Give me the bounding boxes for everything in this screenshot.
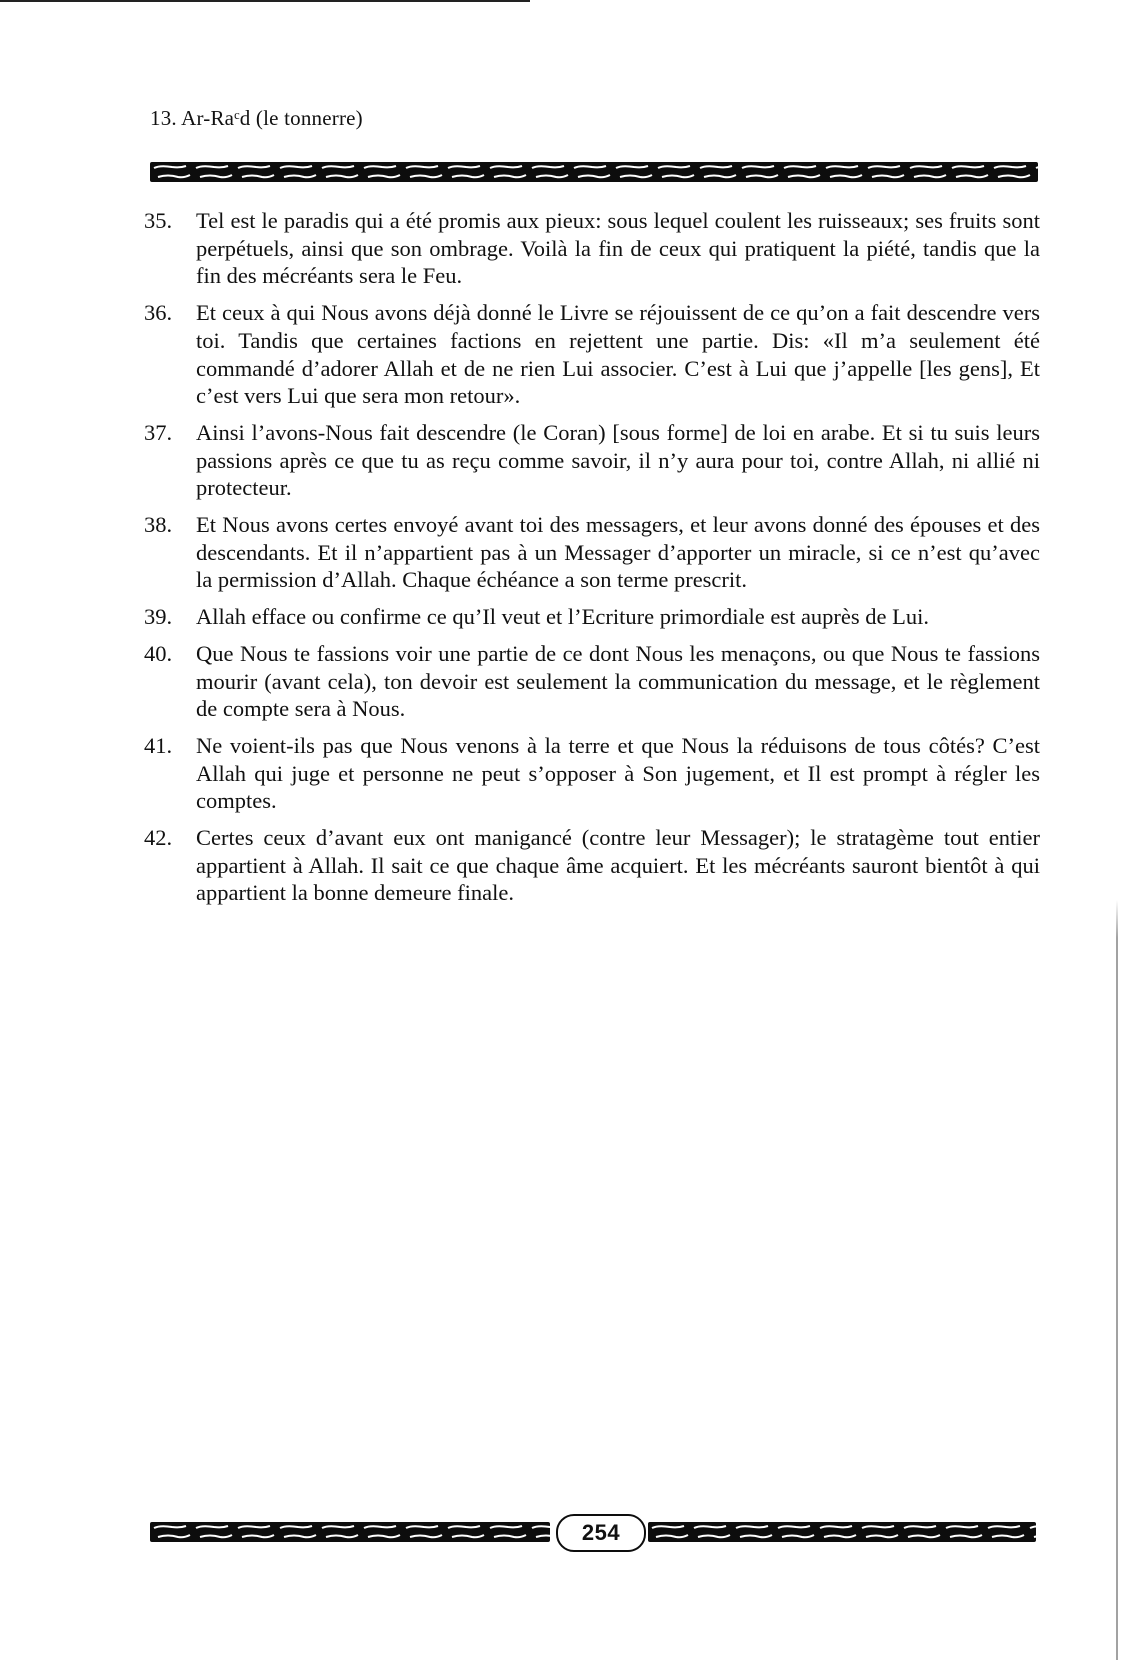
scan-edge-mark: [1116, 900, 1118, 1660]
verse-number: 39.: [144, 604, 173, 630]
bottom-ornament-band-right: [648, 1522, 1036, 1542]
verse-item: [144, 207, 1040, 290]
chain-pattern: [150, 162, 1038, 182]
verse-number: 36.: [144, 300, 173, 326]
top-ornament-band: [150, 162, 1038, 182]
verse-text: Ne voient-ils pas que Nous venons à la terre et que Nous la réduisons de tous côtés? C’est Allah qui juge et personne ne peut s’opposer à Son jugement, et Il est prompt à régler les comptes.: [196, 732, 1040, 814]
verse-number: 35.: [144, 208, 173, 233]
verse-text: Allah efface ou confirme ce qu’Il veut et l’Ecriture primordiale est auprès de Lui.: [196, 604, 930, 630]
page-number: 254: [556, 1514, 646, 1552]
verse-list: [144, 207, 1040, 916]
chain-pattern: [648, 1522, 1036, 1542]
verse-number: 40.: [144, 640, 173, 666]
chapter-title: 13. Ar-Raᶜd (le tonnerre): [150, 106, 363, 130]
verse-number: 38.: [144, 512, 173, 538]
verse-number: 42.: [144, 825, 173, 851]
verse-item: [144, 511, 1040, 594]
verse-number: 37.: [144, 419, 173, 445]
verse-text: Et ceux à qui Nous avons déjà donné le Livre se réjouissent de ce qu’on a fait descendre vers toi. Tandis que certaines factions en rejettent une partie. Dis: «Il m’a seulement été commandé d’adorer Allah et de ne rien Lui associer. C’est à Lui que j’appelle [les gens], Et c’est vers Lui que sera mon retour».: [196, 300, 1040, 409]
verse-item: [144, 824, 1040, 907]
bottom-ornament-band-left: [150, 1522, 550, 1542]
verse-item: [144, 603, 1040, 631]
verse-number: 41.: [144, 732, 173, 758]
verse-text: Que Nous te fassions voir une partie de ce dont Nous les menaçons, ou que Nous te fassions mourir (avant cela), ton devoir est seulement la communication du message, et le règlement de compte sera à Nous.: [196, 640, 1040, 722]
verse-text: Et Nous avons certes envoyé avant toi des messagers, et leur avons donné des épouses et des descendants. Et il n’appartient pas à un Messager d’apporter un miracle, si ce n’est qu’avec la permission d’Allah. Chaque échéance a son terme prescrit.: [196, 512, 1040, 593]
verse-item: [144, 299, 1040, 410]
scan-edge-line: [0, 0, 530, 2]
verse-text: Certes ceux d’avant eux ont manigancé (contre leur Messager); le stratagème tout entier appartient à Allah. Il sait ce que chaque âme acquiert. Et les mécréants sauront bientôt à qui appartient la bonne demeure finale.: [196, 825, 1040, 906]
verse-text: Ainsi l’avons-Nous fait descendre (le Coran) [sous forme] de loi en arabe. Et si tu suis leurs passions après ce que tu as reçu comme savoir, il n’y aura pour toi, contre Allah, ni allié ni protecteur.: [196, 419, 1040, 501]
chain-pattern: [150, 1522, 550, 1542]
verse-item: [144, 732, 1040, 815]
verse-item: [144, 419, 1040, 502]
verse-item: [144, 640, 1040, 723]
verse-text: Tel est le paradis qui a été promis aux pieux: sous lequel coulent les ruisseaux; ses fruits sont perpétuels, ainsi que son ombrage. Voilà la fin de ceux qui pratiquent la piété, tandis que la fin des mécréants sera le Feu.: [196, 208, 1040, 289]
